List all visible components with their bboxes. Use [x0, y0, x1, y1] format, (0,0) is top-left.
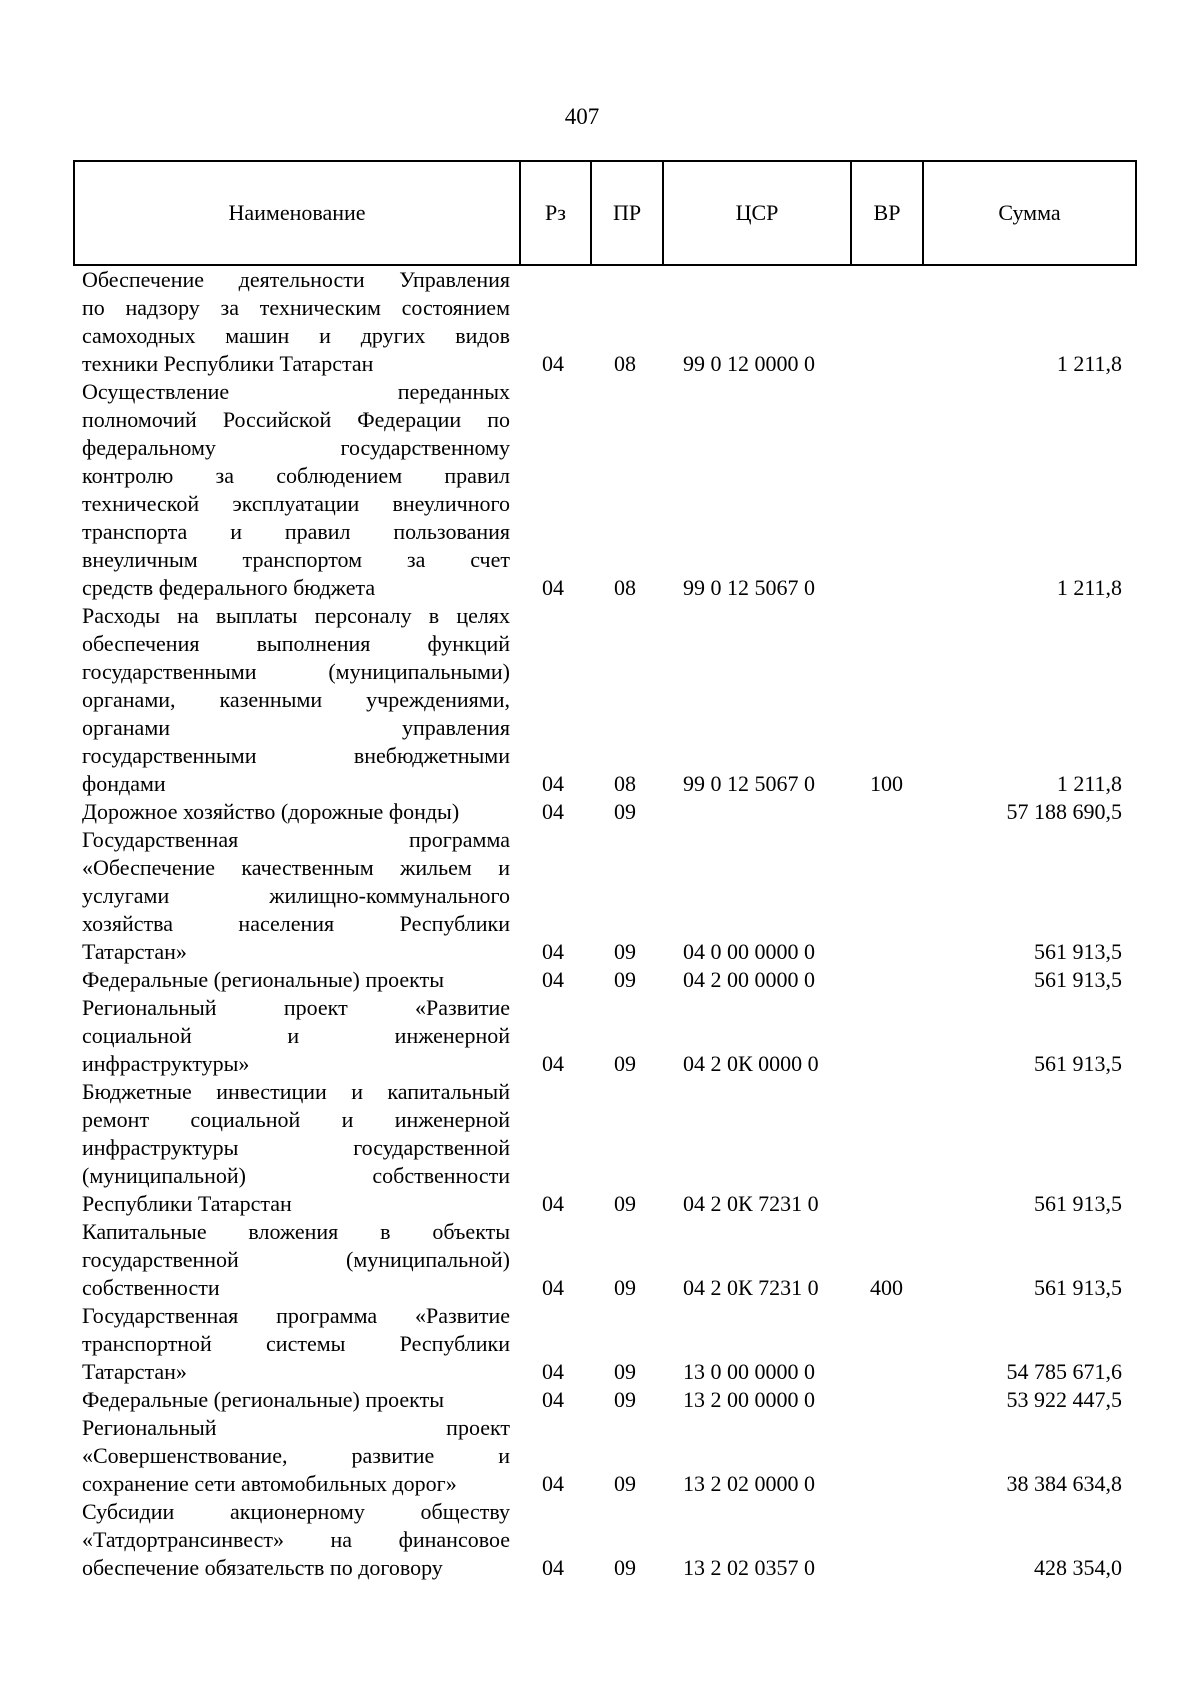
row-rz: 04 [542, 575, 564, 600]
table-row [0, 1414, 1200, 1498]
row-csr: 99 0 12 5067 0 [683, 575, 815, 600]
row-rz: 04 [542, 1051, 564, 1076]
row-pr: 09 [614, 1555, 636, 1580]
row-csr: 04 2 0К 7231 0 [683, 1191, 819, 1216]
header-rz: Рз [520, 161, 591, 265]
row-csr: 13 2 02 0357 0 [683, 1555, 815, 1580]
row-pr: 08 [614, 351, 636, 376]
row-name-line: обеспечения выполнения функций [82, 631, 510, 656]
row-name-line: органами управления [82, 715, 510, 740]
row-rz: 04 [542, 1471, 564, 1496]
row-name-line: Татарстан» [82, 1359, 187, 1384]
row-name-line: транспортной системы Республики [82, 1331, 510, 1356]
row-name-line: хозяйства населения Республики [82, 911, 510, 936]
row-name-line: ремонт социальной и инженерной [82, 1107, 510, 1132]
row-pr: 09 [614, 1359, 636, 1384]
row-name [82, 1386, 510, 1414]
row-csr: 13 2 00 0000 0 [683, 1387, 815, 1412]
row-csr: 13 0 00 0000 0 [683, 1359, 815, 1384]
table-row [0, 1302, 1200, 1386]
row-name-line: Осуществление переданных [82, 379, 510, 404]
row-name [82, 1218, 510, 1302]
row-name-line: услугами жилищно-коммунального [82, 883, 510, 908]
row-name-line: внеуличным транспортом за счет [82, 547, 510, 572]
table-row [0, 602, 1200, 798]
header-pr: ПР [591, 161, 663, 265]
row-pr: 09 [614, 799, 636, 824]
row-name-line: Федеральные (региональные) проекты [82, 1387, 444, 1412]
row-name [82, 378, 510, 602]
row-rz: 04 [542, 351, 564, 376]
row-rz: 04 [542, 771, 564, 796]
row-csr: 04 2 0К 0000 0 [683, 1051, 819, 1076]
header-csr: ЦСР [663, 161, 851, 265]
row-sum: 561 913,5 [1034, 939, 1122, 964]
table-row [0, 1218, 1200, 1302]
row-pr: 08 [614, 575, 636, 600]
row-vr: 400 [870, 1275, 903, 1300]
row-csr: 04 2 00 0000 0 [683, 967, 815, 992]
row-rz: 04 [542, 1387, 564, 1412]
row-sum: 428 354,0 [1034, 1555, 1122, 1580]
row-name-line: органами, казенными учреждениями, [82, 687, 510, 712]
row-name-line: Дорожное хозяйство (дорожные фонды) [82, 799, 460, 824]
row-rz: 04 [542, 799, 564, 824]
row-name-line: Государственная программа «Развитие [82, 1303, 510, 1328]
row-csr: 13 2 02 0000 0 [683, 1471, 815, 1496]
row-name [82, 826, 510, 966]
row-sum: 54 785 671,6 [1006, 1359, 1122, 1384]
row-rz: 04 [542, 1191, 564, 1216]
row-sum: 1 211,8 [1056, 351, 1122, 376]
row-name-line: государственной (муниципальной) [82, 1247, 510, 1272]
row-rz: 04 [542, 967, 564, 992]
row-sum: 1 211,8 [1056, 575, 1122, 600]
row-pr: 09 [614, 1387, 636, 1412]
row-name-line: (муниципальной) собственности [82, 1163, 510, 1188]
row-name-line: контролю за соблюдением правил [82, 463, 510, 488]
row-name-line: инфраструктуры государственной [82, 1135, 510, 1160]
row-name-line: по надзору за техническим состоянием [82, 295, 510, 320]
row-name [82, 994, 510, 1078]
header-vr: ВР [851, 161, 923, 265]
row-name-line: средств федерального бюджета [82, 575, 376, 600]
row-name-line: «Совершенствование, развитие и [82, 1443, 510, 1468]
row-name-line: Республики Татарстан [82, 1191, 292, 1216]
row-rz: 04 [542, 1555, 564, 1580]
row-name-line: техники Республики Татарстан [82, 351, 374, 376]
row-pr: 09 [614, 1275, 636, 1300]
row-name [82, 798, 510, 826]
row-csr: 04 0 00 0000 0 [683, 939, 815, 964]
row-sum: 53 922 447,5 [1006, 1387, 1122, 1412]
table-row [0, 1078, 1200, 1218]
table-row [0, 798, 1200, 826]
row-rz: 04 [542, 1359, 564, 1384]
row-name-line: социальной и инженерной [82, 1023, 510, 1048]
table-row [0, 266, 1200, 378]
row-name-line: Федеральные (региональные) проекты [82, 967, 444, 992]
row-name [82, 602, 510, 798]
row-name-line: Региональный проект «Развитие [82, 995, 510, 1020]
row-pr: 09 [614, 967, 636, 992]
row-name-line: государственными (муниципальными) [82, 659, 510, 684]
row-sum: 57 188 690,5 [1006, 799, 1122, 824]
table-row [0, 378, 1200, 602]
row-name-line: Государственная программа [82, 827, 510, 852]
header-name: Наименование [74, 161, 520, 265]
row-name-line: «Татдортрансинвест» на финансовое [82, 1527, 510, 1552]
table-row [0, 966, 1200, 994]
row-name-line: транспорта и правил пользования [82, 519, 510, 544]
row-name-line: Татарстан» [82, 939, 187, 964]
row-name-line: Расходы на выплаты персоналу в целях [82, 603, 510, 628]
header-sum: Сумма [923, 161, 1136, 265]
row-name [82, 1498, 510, 1582]
row-pr: 09 [614, 1051, 636, 1076]
row-pr: 09 [614, 1471, 636, 1496]
row-name-line: собственности [82, 1275, 220, 1300]
row-name-line: самоходных машин и других видов [82, 323, 510, 348]
row-csr: 04 2 0К 7231 0 [683, 1275, 819, 1300]
row-name-line: обеспечение обязательств по договору [82, 1555, 443, 1580]
row-sum: 561 913,5 [1034, 1191, 1122, 1216]
row-csr: 99 0 12 5067 0 [683, 771, 815, 796]
row-name-line: технической эксплуатации внеуличного [82, 491, 510, 516]
row-name [82, 266, 510, 378]
row-name-line: государственными внебюджетными [82, 743, 510, 768]
row-name-line: Капитальные вложения в объекты [82, 1219, 510, 1244]
table-body [0, 266, 1200, 1582]
row-name-line: Региональный проект [82, 1415, 510, 1440]
row-name-line: «Обеспечение качественным жильем и [82, 855, 510, 880]
table-row [0, 1386, 1200, 1414]
row-name-line: Субсидии акционерному обществу [82, 1499, 510, 1524]
row-pr: 08 [614, 771, 636, 796]
row-rz: 04 [542, 939, 564, 964]
row-name-line: Обеспечение деятельности Управления [82, 267, 510, 292]
row-name-line: сохранение сети автомобильных дорог» [82, 1471, 457, 1496]
row-pr: 09 [614, 1191, 636, 1216]
row-name-line: инфраструктуры» [82, 1051, 250, 1076]
row-sum: 1 211,8 [1056, 771, 1122, 796]
row-name-line: фондами [82, 771, 166, 796]
page-number: 407 [564, 104, 600, 129]
row-vr: 100 [870, 771, 903, 796]
row-name [82, 1078, 510, 1218]
row-csr: 99 0 12 0000 0 [683, 351, 815, 376]
row-name-line: Бюджетные инвестиции и капитальный [82, 1079, 510, 1104]
table-header [73, 160, 1137, 266]
row-name [82, 1414, 510, 1498]
table-row [0, 994, 1200, 1078]
row-name-line: федеральному государственному [82, 435, 510, 460]
table-row [0, 1498, 1200, 1582]
row-sum: 38 384 634,8 [1006, 1471, 1122, 1496]
row-sum: 561 913,5 [1034, 1275, 1122, 1300]
row-pr: 09 [614, 939, 636, 964]
table-row [0, 826, 1200, 966]
row-name [82, 1302, 510, 1386]
row-sum: 561 913,5 [1034, 1051, 1122, 1076]
row-name-line: полномочий Российской Федерации по [82, 407, 510, 432]
row-sum: 561 913,5 [1034, 967, 1122, 992]
row-name [82, 966, 510, 994]
row-rz: 04 [542, 1275, 564, 1300]
